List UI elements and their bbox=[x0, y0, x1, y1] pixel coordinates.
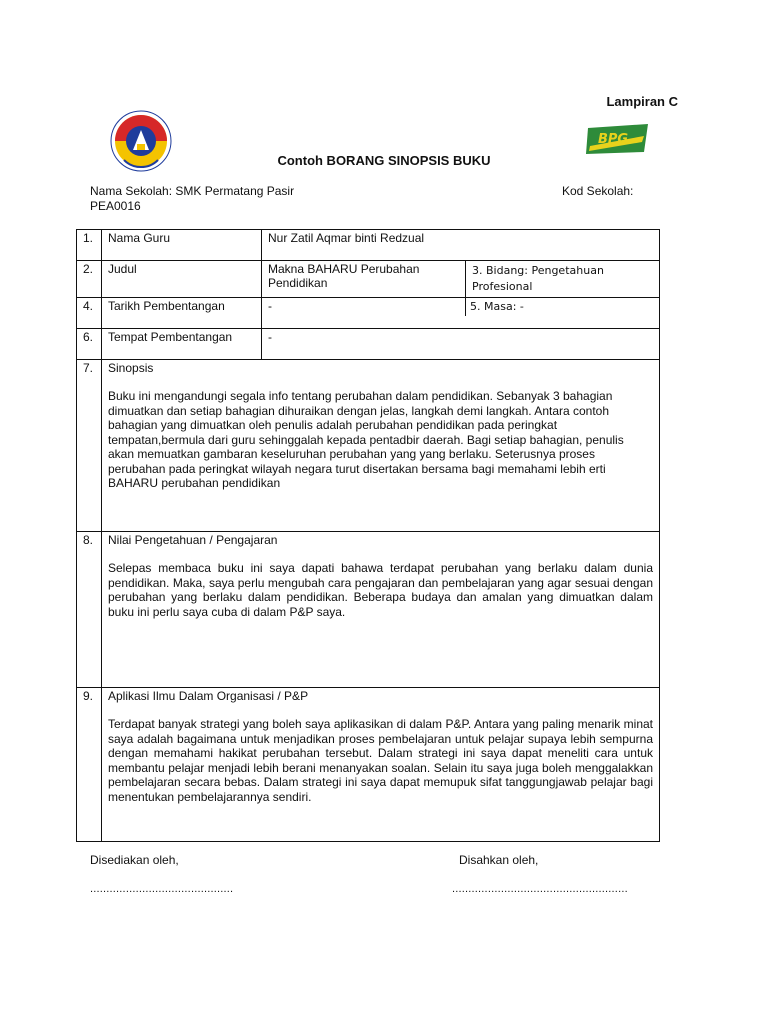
school-code-value: PEA0016 bbox=[90, 199, 141, 213]
presentation-date-value: - bbox=[262, 298, 466, 316]
presentation-place-value: - bbox=[262, 329, 660, 360]
lampiran-label: Lampiran C bbox=[606, 94, 678, 109]
tarikh-cell bbox=[262, 298, 660, 329]
row-label-sinopsis: Sinopsis bbox=[108, 361, 154, 375]
row-number: 6. bbox=[77, 329, 102, 360]
row-label-nilai: Nilai Pengetahuan / Pengajaran bbox=[108, 533, 278, 547]
row-label-aplikasi: Aplikasi Ilmu Dalam Organisasi / P&P bbox=[108, 689, 309, 703]
school-info bbox=[90, 184, 294, 214]
masa-value: 5. Masa: - bbox=[470, 300, 524, 313]
row-label-nama-guru: Nama Guru bbox=[102, 230, 262, 261]
approved-by-label: Disahkan oleh, bbox=[459, 853, 539, 867]
aplikasi-text: Terdapat banyak strategi yang boleh saya aplikasikan di dalam P&P. Antara yang paling menarik minat saya adalah bagaimana untuk menjadikan proses pembelajaran untuk pelajar supaya lebih sempurna dengan memahami hakikat perubahan tersebut. Dalam strategi ini saya dapat meneliti cara untuk membantu pelajar menjadi lebih berani menanyakan soalan. Selain itu saya juga boleh menggalakkan pembelajaran secara bebas. Dalam strategi ini saya dapat memupuk sifat tanggungjawab pelajar bagi menentukan pembelajarannya sendiri. bbox=[108, 717, 653, 804]
table-row bbox=[77, 688, 660, 842]
synopsis-form-table bbox=[76, 229, 660, 842]
table-row bbox=[77, 230, 660, 261]
book-title-value: Makna BAHARU Perubahan Pendidikan bbox=[262, 261, 466, 297]
sinopsis-cell bbox=[102, 360, 660, 532]
prepared-by-signature-line: ............................................ bbox=[90, 883, 234, 895]
row-label-tempat: Tempat Pembentangan bbox=[102, 329, 262, 360]
aplikasi-cell bbox=[102, 688, 660, 842]
nilai-text: Selepas membaca buku ini saya dapati bahawa terdapat perubahan yang berlaku dalam dunia pendidikan. Maka, saya perlu mengubah cara pengajaran dan pembelajaran yang agar sesuai dengan perubahan yang berlaku dalam pendidikan. Beberapa budaya dan amalan yang dimuatkan dalam buku ini perlu saya cuba di dalam P&P saya. bbox=[108, 561, 653, 619]
row-label-judul: Judul bbox=[102, 261, 262, 298]
row-number: 4. bbox=[77, 298, 102, 329]
bidang-value: 3. Bidang: Pengetahuan Profesional bbox=[472, 264, 604, 293]
table-row bbox=[77, 261, 660, 298]
nilai-cell bbox=[102, 532, 660, 688]
table-row bbox=[77, 532, 660, 688]
sinopsis-text: Buku ini mengandungi segala info tentang perubahan dalam pendidikan. Sebanyak 3 bahagian dimuatkan dan setiap bahagian dihuraikan dengan jelas, langkah demi langkah. Antara contoh bahagian yang dimuatkan oleh penulis adalah perubahan pendidikan pada peringkat tempatan,bermula dari guru sehinggalah kepada pentadbir daerah. Bagi setiap bahagian, penulis akan memuatkan gambaran keseluruhan perubahan yang yang berlaku. Seterusnya proses perubahan pada peringkat wilayah negara turut disertakan bersama bagi memahami lebih erti BAHARU perubahan pendidikan bbox=[108, 389, 624, 490]
bpg-logo-icon bbox=[584, 122, 652, 156]
row-number: 8. bbox=[77, 532, 102, 688]
table-row bbox=[77, 298, 660, 329]
form-title: Contoh BORANG SINOPSIS BUKU bbox=[277, 153, 491, 168]
approved-by-signature-line: ...................................................... bbox=[452, 883, 628, 895]
prepared-by-label: Disediakan oleh, bbox=[90, 853, 179, 867]
teacher-name-value: Nur Zatil Aqmar binti Redzual bbox=[262, 230, 660, 261]
judul-cell bbox=[262, 261, 660, 298]
row-number: 9. bbox=[77, 688, 102, 842]
table-row bbox=[77, 360, 660, 532]
row-number: 7. bbox=[77, 360, 102, 532]
school-name: Nama Sekolah: SMK Permatang Pasir bbox=[90, 184, 295, 198]
row-number: 2. bbox=[77, 261, 102, 298]
row-label-tarikh: Tarikh Pembentangan bbox=[102, 298, 262, 329]
row-number: 1. bbox=[77, 230, 102, 261]
svg-text:BPG: BPG bbox=[598, 132, 629, 147]
school-code-label: Kod Sekolah: bbox=[562, 184, 634, 198]
table-row bbox=[77, 329, 660, 360]
bpg-logo bbox=[584, 122, 652, 156]
